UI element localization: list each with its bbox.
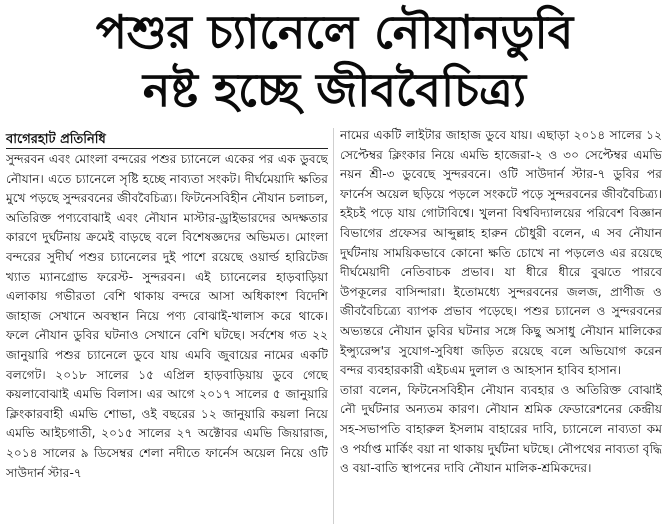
headline-line-2: নষ্ট হচ্ছে জীববৈচিত্র্য: [142, 63, 527, 117]
column-divider: [333, 128, 334, 524]
article-column-right: [340, 126, 662, 526]
byline-underline: [6, 148, 328, 149]
article-column-left: [6, 150, 328, 525]
headline-line-1: পশুর চ্যানেলে নৌযানডুবি: [95, 5, 574, 59]
article-paragraph: সুন্দরবন এবং মোংলা বন্দরের পশুর চ্যানেলে একের পর এক ডুবছে নৌযান। এতে চ্যানেলে সৃষ্টি হচ্ছে নাব্যতা সংকট। দীর্ঘমেয়াদি ক্ষতির মুখে পড়ছে সুন্দরবনের জীববৈচিত্র্য। ফিটনেসবিহীন নৌযান চলাচল, অতিরিক্ত পণ্যবোঝাই এবং নৌযান মাস্টার-ড্রাইভারদের অদক্ষতার কারণে দুর্ঘটনায় ক্রমেই বাড়ছে বলে বিশেষজ্ঞদের অভিমত। মোংলা বন্দরের সুদীর্ঘ পশুর চ্যানেলের দুই পাশে রয়েছে ওয়ার্ল্ড হারিটেজ খ্যাত ম্যানগ্রোভ ফরেস্ট- সুন্দরবন। এই চ্যানেলের হাড়বাড়িয়া এলাকায় গভীরতা বেশি থাকায় বন্দরে আসা অধিকাংশ বিদেশি জাহাজ সেখানে অবস্থান নিয়ে পণ্য বোঝাই-খালাস করে থাকে। ফলে নৌযান ডুবির ঘটনাও সেখানে বেশি ঘটছে। সর্বশেষ গত ২২ জানুয়ারি পশুর চ্যানেলে ডুবে যায় এমবি জুবায়ের নামের একটি বলগেট। ২০১৮ সালের ১৫ এপ্রিল হাড়বাড়িয়ায় ডুবে গেছে কয়লাবোঝাই এমভি বিলাস। এর আগে ২০১৭ সালের ৫ জানুয়ারি ক্লিংকারবাহী এমভি শোভা, ওই বছরের ১২ জানুয়ারি কয়লা নিয়ে এমভি আইচগাতী, ২০১৫ সালের ২৭ অক্টোবর এমভি জিয়ারাজ, ২০১৪ সালের ৯ ডিসেম্বর শেলা নদীতে ফার্নেস অয়েল নিয়ে ওটি সাউদার্ন স্টার-৭: [6, 152, 328, 480]
byline: বাগেরহাট প্রতিনিধি: [6, 132, 106, 147]
headline: [0, 5, 669, 124]
article-paragraph: তারা বলেন, ফিটনেসবিহীন নৌযান ব্যবহার ও অতিরিক্ত বোঝাই নৌ দুর্ঘটনার অন্যতম কারণ। নৌযান শ্রমিক ফেডারেশনের কেন্দ্রীয় সহ-সভাপতি বাহারুল ইসলাম বাহারের দাবি, চ্যানেলে নাব্যতা কম ও পর্যাপ্ত মার্কিং বয়া না থাকায় দুর্ঘটনা ঘটছে। নৌপথের নাব্যতা বৃদ্ধি ও বয়া-বাতি স্থাপনের দাবি নৌযান মালিক-শ্রমিকদের।: [340, 382, 662, 476]
article-paragraph: নামের একটি লাইটার জাহাজ ডুবে যায়। এছাড়া ২০১৪ সালের ১২ সেপ্টেম্বর ক্লিংকার নিয়ে এমভি হাজেরা-২ ও ৩০ সেপ্টেম্বর এমভি নয়ন শ্রী-৩ ডুবেছে সুন্দরবনে। ওটি সাউদার্ন স্টার-৭ ডুবির পর ফার্নেস অয়েল ছড়িয়ে পড়লে সংকটে পড়ে সুন্দরবনের জীববৈচিত্র্য। হইচই পড়ে যায় গোটাবিশ্বে। খুলনা বিশ্ববিদ্যালয়ের পরিবেশ বিজ্ঞান বিভাগের প্রফেসর আব্দুল্লাহ হারুন চৌধুরী বলেন, এ সব নৌযান দুর্ঘটনায় সাময়িকভাবে কোনো ক্ষতি চোখে না পড়লেও এর রয়েছে দীর্ঘমেয়াদী নেতিবাচক প্রভাব। যা ধীরে ধীরে বুঝতে পারবে উপকূলের বাসিন্দারা। ইতোমধ্যে সুন্দরবনের জলজ, প্রাণীজ ও জীববৈচিত্র্যে ব্যাপক প্রভাব পড়েছে। পশুর চ্যানেল ও সুন্দরবনের অভ্যন্তরে নৌযান ডুবির ঘটনার সঙ্গে কিছু অসাধু নৌযান মালিকের ইন্স্যুরেন্স'র সুযোগ-সুবিধা জড়িত রয়েছে বলে অভিযোগ করেন বন্দর ব্যবহারকারী এইচএম দুলাল ও আহসান হাবিব হাসান।: [340, 128, 662, 378]
